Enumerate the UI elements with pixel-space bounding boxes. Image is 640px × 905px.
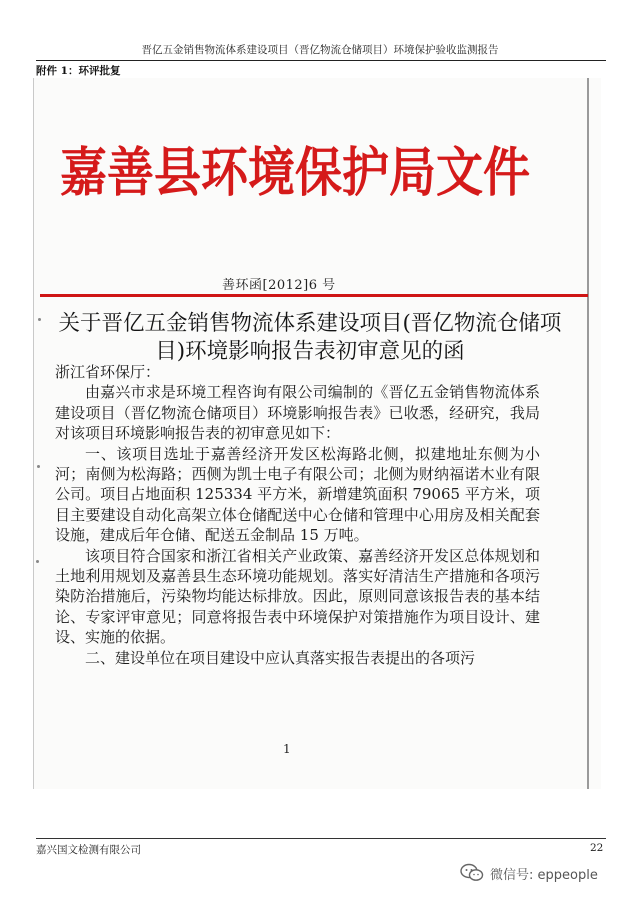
- scan-right-edge: [587, 78, 589, 789]
- letter-subject: 关于晋亿五金销售物流体系建设项目(晋亿物流仓储项目)环境影响报告表初审意见的函: [58, 311, 562, 364]
- letter-body: [55, 362, 540, 668]
- footer-page-number: 22: [590, 842, 604, 854]
- wechat-watermark: [460, 863, 598, 883]
- scan-speck: [37, 465, 40, 468]
- scan-page-number: 1: [283, 742, 291, 756]
- footer-divider: [36, 838, 606, 839]
- salutation: 浙江省环保厅：: [55, 363, 161, 381]
- body-paragraph: 由嘉兴市求是环境工程咨询有限公司编制的《晋亿五金销售物流体系建设项目（晋亿物流仓储项目）环境影响报告表》已收悉，经研究，我局对该项目环境影响报告表的初审意见如下：: [55, 383, 540, 443]
- agency-letterhead-title: 嘉善县环境保护局文件: [60, 142, 530, 204]
- scan-speck: [38, 318, 41, 321]
- body-paragraph: 二、建设单位在项目建设中应认真落实报告表提出的各项污: [85, 648, 476, 667]
- letterhead-red-rule: [40, 294, 588, 297]
- wechat-icon: [460, 863, 484, 883]
- watermark-text: 微信号: eppeople: [490, 867, 598, 883]
- scan-left-edge: [33, 78, 34, 789]
- attachment-label: 附件 1：环评批复: [36, 65, 121, 77]
- scan-speck: [36, 560, 39, 563]
- body-paragraph: 一、该项目选址于嘉善经济开发区松海路北侧，拟建地址东侧为小河；南侧为松海路；西侧为凯士电子有限公司；北侧为财纳福诺木业有限公司。项目占地面积 125334 平方米，新增建筑面积 79065 平方米，项目主要建设自动化高架立体仓储配送中心仓储和管理中心用房及相关配套设施，建成后年仓储、配送五金制品 15 万吨。: [55, 444, 540, 545]
- header-divider: [36, 60, 606, 61]
- body-paragraph: 该项目符合国家和浙江省相关产业政策、嘉善经济开发区总体规划和土地利用规划及嘉善县生态环境功能规划。落实好清洁生产措施和各项污染防治措施后，污染物均能达标排放。因此，原则同意该报告表的基本结论、专家评审意见；同意将报告表中环境保护对策措施作为项目设计、建设、实施的依据。: [55, 546, 540, 647]
- report-header-title: 晋亿五金销售物流体系建设项目（晋亿物流仓储项目）环境保护验收监测报告: [141, 44, 499, 56]
- document-number: 善环函[2012]6 号: [222, 278, 336, 293]
- footer-company: 嘉兴国文检测有限公司: [36, 844, 141, 856]
